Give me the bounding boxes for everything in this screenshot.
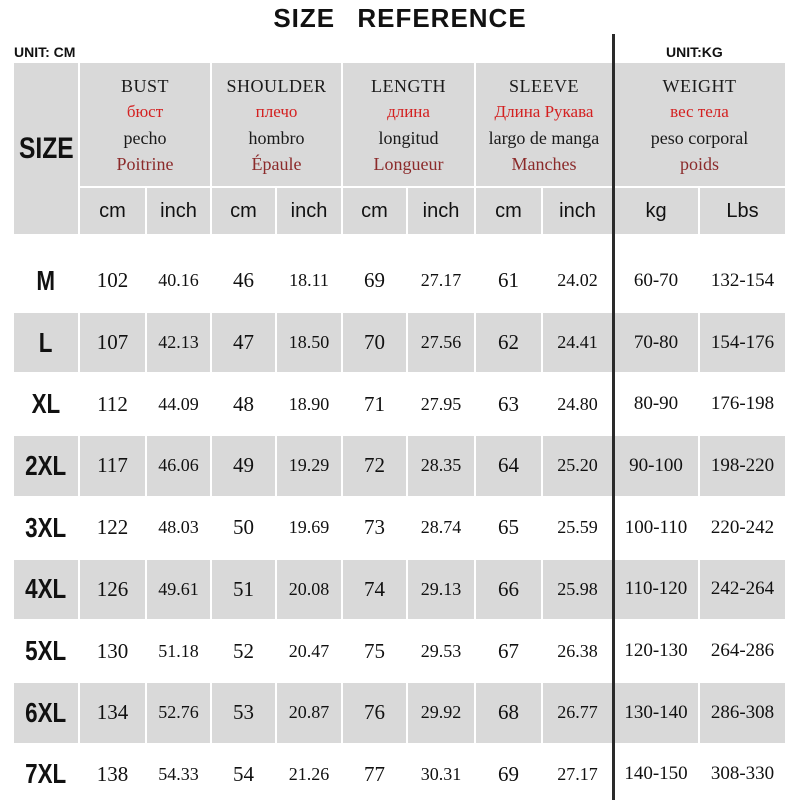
value-text: 77 bbox=[364, 761, 385, 786]
value-text: 18.50 bbox=[288, 332, 330, 353]
value-text: 90-100 bbox=[629, 454, 683, 476]
value-cell bbox=[614, 745, 698, 804]
header-ru-label: плечо bbox=[255, 101, 298, 121]
value-text: 27.17 bbox=[420, 270, 462, 291]
value-cell bbox=[343, 560, 406, 620]
header-length bbox=[343, 63, 474, 186]
value-text: 27.95 bbox=[420, 393, 462, 414]
value-cell bbox=[277, 745, 341, 804]
header-ru-label: вес тела bbox=[670, 101, 729, 121]
value-text: 242-264 bbox=[710, 578, 775, 600]
value-cell bbox=[700, 436, 785, 496]
unit-label: cm bbox=[99, 199, 126, 222]
value-cell bbox=[408, 683, 474, 743]
value-cell bbox=[476, 498, 541, 558]
value-text: 70 bbox=[364, 330, 385, 355]
size-cell bbox=[14, 313, 78, 373]
header-en-label: SLEEVE bbox=[509, 75, 579, 96]
value-cell bbox=[147, 251, 210, 311]
value-cell bbox=[80, 498, 145, 558]
value-cell bbox=[543, 374, 612, 434]
unit-label-right: UNIT:KG bbox=[666, 44, 723, 60]
value-text: 25.20 bbox=[557, 455, 598, 476]
value-cell bbox=[147, 621, 210, 681]
value-text: 308-330 bbox=[710, 763, 775, 785]
value-text: 29.13 bbox=[420, 578, 462, 599]
value-cell bbox=[543, 745, 612, 804]
size-label: XL bbox=[31, 388, 61, 420]
value-cell bbox=[277, 683, 341, 743]
unit-label: inch bbox=[422, 199, 460, 222]
value-cell bbox=[408, 374, 474, 434]
unit-header-2 bbox=[212, 188, 275, 234]
value-cell bbox=[343, 436, 406, 496]
value-cell bbox=[476, 560, 541, 620]
size-label: M bbox=[36, 264, 56, 296]
unit-label: kg bbox=[645, 199, 667, 222]
value-text: 49.61 bbox=[158, 578, 199, 599]
header-es-label: longitud bbox=[378, 127, 439, 148]
header-en-label: SHOULDER bbox=[226, 75, 327, 96]
value-cell bbox=[80, 251, 145, 311]
value-text: 64 bbox=[498, 453, 519, 478]
value-text: 132-154 bbox=[710, 269, 775, 291]
value-text: 74 bbox=[364, 576, 385, 601]
header-es-label: peso corporal bbox=[650, 127, 749, 148]
value-text: 26.38 bbox=[557, 640, 598, 661]
value-text: 42.13 bbox=[158, 332, 199, 353]
value-text: 71 bbox=[364, 391, 385, 416]
value-cell bbox=[343, 374, 406, 434]
header-es-label: hombro bbox=[248, 127, 305, 148]
unit-label: inch bbox=[290, 199, 328, 222]
value-text: 50 bbox=[233, 515, 254, 540]
value-text: 73 bbox=[364, 515, 385, 540]
header-ru-label: бюст bbox=[126, 101, 164, 121]
size-cell bbox=[14, 251, 78, 311]
unit-label: cm bbox=[361, 199, 388, 222]
value-text: 130-140 bbox=[624, 701, 688, 723]
value-text: 286-308 bbox=[710, 701, 775, 723]
value-text: 69 bbox=[364, 268, 385, 293]
value-text: 49 bbox=[233, 453, 254, 478]
value-cell bbox=[212, 683, 275, 743]
value-cell bbox=[614, 313, 698, 373]
unit-label: inch bbox=[559, 199, 596, 222]
value-cell bbox=[614, 498, 698, 558]
value-text: 46 bbox=[233, 268, 254, 293]
value-text: 28.35 bbox=[420, 455, 462, 476]
value-text: 76 bbox=[364, 700, 385, 725]
value-text: 24.80 bbox=[557, 393, 598, 414]
value-text: 29.92 bbox=[420, 702, 462, 723]
unit-header-0 bbox=[80, 188, 145, 234]
value-text: 20.08 bbox=[288, 578, 330, 599]
value-text: 154-176 bbox=[710, 331, 775, 353]
header-fr-label: poids bbox=[679, 153, 719, 174]
value-text: 138 bbox=[96, 761, 129, 786]
value-cell bbox=[700, 621, 785, 681]
value-text: 19.29 bbox=[288, 455, 330, 476]
value-text: 24.02 bbox=[557, 270, 598, 291]
unit-header-3 bbox=[277, 188, 341, 234]
value-text: 26.77 bbox=[557, 702, 598, 723]
size-cell bbox=[14, 498, 78, 558]
value-text: 66 bbox=[498, 576, 519, 601]
value-text: 80-90 bbox=[633, 393, 679, 415]
value-cell bbox=[343, 745, 406, 804]
value-cell bbox=[80, 560, 145, 620]
value-cell bbox=[543, 251, 612, 311]
value-text: 47 bbox=[233, 330, 254, 355]
value-text: 20.87 bbox=[288, 702, 330, 723]
value-cell bbox=[700, 313, 785, 373]
value-cell bbox=[476, 251, 541, 311]
value-cell bbox=[277, 374, 341, 434]
size-cell bbox=[14, 621, 78, 681]
value-cell bbox=[614, 436, 698, 496]
value-text: 122 bbox=[96, 515, 129, 540]
size-cell bbox=[14, 745, 78, 804]
value-text: 46.06 bbox=[158, 455, 199, 476]
unit-label: inch bbox=[160, 199, 197, 222]
value-text: 130 bbox=[96, 638, 129, 663]
value-text: 28.74 bbox=[420, 517, 462, 538]
value-cell bbox=[147, 560, 210, 620]
value-text: 220-242 bbox=[710, 516, 775, 538]
value-text: 53 bbox=[233, 700, 254, 725]
value-text: 27.56 bbox=[420, 332, 462, 353]
value-text: 54.33 bbox=[158, 763, 199, 784]
value-cell bbox=[408, 745, 474, 804]
size-cell bbox=[14, 683, 78, 743]
header-en-label: BUST bbox=[120, 75, 169, 96]
value-cell bbox=[408, 621, 474, 681]
value-text: 102 bbox=[96, 268, 129, 293]
header-weight bbox=[614, 63, 785, 186]
size-cell bbox=[14, 436, 78, 496]
value-text: 140-150 bbox=[624, 763, 688, 785]
value-text: 25.59 bbox=[557, 517, 598, 538]
value-text: 60-70 bbox=[633, 269, 679, 291]
value-text: 198-220 bbox=[710, 454, 775, 476]
value-cell bbox=[614, 621, 698, 681]
value-cell bbox=[476, 436, 541, 496]
header-fr-label: Épaule bbox=[251, 153, 302, 174]
header-shoulder bbox=[212, 63, 341, 186]
unit-label: cm bbox=[495, 199, 522, 222]
value-cell bbox=[543, 683, 612, 743]
value-cell bbox=[80, 436, 145, 496]
value-cell bbox=[408, 436, 474, 496]
value-cell bbox=[343, 683, 406, 743]
value-cell bbox=[147, 745, 210, 804]
page-title: SIZE REFERENCE bbox=[273, 3, 527, 33]
header-ru-label: длина bbox=[387, 101, 430, 121]
value-cell bbox=[277, 621, 341, 681]
size-cell bbox=[14, 560, 78, 620]
value-text: 20.47 bbox=[288, 640, 330, 661]
value-text: 126 bbox=[96, 576, 129, 601]
value-text: 70-80 bbox=[633, 331, 679, 353]
value-text: 27.17 bbox=[557, 763, 598, 784]
unit-header-9 bbox=[700, 188, 785, 234]
value-text: 68 bbox=[498, 700, 519, 725]
value-cell bbox=[476, 621, 541, 681]
value-cell bbox=[543, 498, 612, 558]
value-text: 40.16 bbox=[158, 270, 199, 291]
value-text: 120-130 bbox=[624, 640, 688, 662]
value-cell bbox=[408, 251, 474, 311]
size-cell bbox=[14, 374, 78, 434]
value-text: 100-110 bbox=[624, 516, 688, 538]
header-sleeve bbox=[476, 63, 612, 186]
value-cell bbox=[343, 621, 406, 681]
value-cell bbox=[212, 498, 275, 558]
value-cell bbox=[476, 313, 541, 373]
value-text: 51 bbox=[233, 576, 254, 601]
value-text: 69 bbox=[498, 761, 519, 786]
value-text: 54 bbox=[233, 761, 254, 786]
header-fr-label: Manches bbox=[511, 153, 577, 174]
value-text: 117 bbox=[97, 453, 128, 478]
value-text: 24.41 bbox=[557, 332, 598, 353]
value-cell bbox=[408, 313, 474, 373]
value-cell bbox=[277, 498, 341, 558]
value-cell bbox=[277, 436, 341, 496]
value-text: 75 bbox=[364, 638, 385, 663]
size-label: 7XL bbox=[25, 758, 67, 790]
value-text: 62 bbox=[498, 330, 519, 355]
value-cell bbox=[147, 313, 210, 373]
value-cell bbox=[408, 498, 474, 558]
value-text: 134 bbox=[96, 700, 129, 725]
size-label: L bbox=[39, 326, 53, 358]
value-cell bbox=[700, 251, 785, 311]
size-label: 2XL bbox=[25, 449, 67, 481]
value-text: 25.98 bbox=[557, 578, 598, 599]
value-cell bbox=[543, 621, 612, 681]
value-text: 51.18 bbox=[158, 640, 199, 661]
value-cell bbox=[147, 498, 210, 558]
value-text: 264-286 bbox=[710, 640, 775, 662]
value-cell bbox=[343, 251, 406, 311]
value-text: 19.69 bbox=[288, 517, 330, 538]
value-text: 63 bbox=[498, 391, 519, 416]
value-cell bbox=[212, 621, 275, 681]
size-label: 5XL bbox=[25, 635, 67, 667]
value-text: 52 bbox=[233, 638, 254, 663]
header-es-label: largo de manga bbox=[488, 127, 600, 148]
value-cell bbox=[80, 683, 145, 743]
value-cell bbox=[543, 313, 612, 373]
header-en-label: LENGTH bbox=[371, 75, 446, 96]
value-cell bbox=[700, 745, 785, 804]
value-cell bbox=[614, 560, 698, 620]
value-text: 29.53 bbox=[420, 640, 462, 661]
value-cell bbox=[212, 436, 275, 496]
value-text: 44.09 bbox=[158, 393, 199, 414]
value-text: 18.90 bbox=[288, 393, 330, 414]
table-divider bbox=[612, 34, 615, 800]
value-text: 18.11 bbox=[289, 270, 329, 291]
value-cell bbox=[80, 313, 145, 373]
value-cell bbox=[147, 683, 210, 743]
header-ru-label: Длина Рукава bbox=[494, 101, 594, 121]
size-label: 4XL bbox=[25, 573, 67, 605]
value-text: 176-198 bbox=[710, 393, 775, 415]
header-fr-label: Longueur bbox=[373, 153, 444, 174]
value-text: 65 bbox=[498, 515, 519, 540]
value-cell bbox=[277, 251, 341, 311]
header-es-label: pecho bbox=[123, 127, 167, 148]
value-cell bbox=[147, 436, 210, 496]
size-header-label: SIZE bbox=[18, 131, 74, 165]
value-cell bbox=[700, 498, 785, 558]
value-cell bbox=[212, 251, 275, 311]
value-cell bbox=[543, 436, 612, 496]
unit-header-1 bbox=[147, 188, 210, 234]
unit-header-7 bbox=[543, 188, 612, 234]
unit-header-4 bbox=[343, 188, 406, 234]
value-text: 21.26 bbox=[288, 763, 330, 784]
value-cell bbox=[408, 560, 474, 620]
value-text: 52.76 bbox=[158, 702, 199, 723]
value-cell bbox=[700, 683, 785, 743]
value-cell bbox=[700, 374, 785, 434]
header-en-label: WEIGHT bbox=[662, 75, 737, 96]
value-cell bbox=[614, 374, 698, 434]
unit-label: Lbs bbox=[726, 199, 759, 222]
value-text: 67 bbox=[498, 638, 519, 663]
value-cell bbox=[212, 313, 275, 373]
value-cell bbox=[212, 745, 275, 804]
value-cell bbox=[614, 683, 698, 743]
value-cell bbox=[277, 560, 341, 620]
value-cell bbox=[80, 374, 145, 434]
value-cell bbox=[277, 313, 341, 373]
unit-header-5 bbox=[408, 188, 474, 234]
header-bust bbox=[80, 63, 210, 186]
value-text: 72 bbox=[364, 453, 385, 478]
value-cell bbox=[476, 683, 541, 743]
value-cell bbox=[543, 560, 612, 620]
size-header-cell bbox=[14, 63, 78, 234]
value-text: 61 bbox=[498, 268, 519, 293]
header-fr-label: Poitrine bbox=[116, 153, 174, 174]
size-label: 3XL bbox=[25, 511, 67, 543]
value-text: 112 bbox=[97, 391, 128, 416]
value-text: 110-120 bbox=[624, 578, 688, 600]
value-cell bbox=[476, 374, 541, 434]
value-cell bbox=[147, 374, 210, 434]
value-text: 48 bbox=[233, 391, 254, 416]
value-cell bbox=[700, 560, 785, 620]
value-cell bbox=[476, 745, 541, 804]
value-cell bbox=[80, 745, 145, 804]
value-cell bbox=[343, 498, 406, 558]
value-cell bbox=[80, 621, 145, 681]
value-cell bbox=[212, 374, 275, 434]
value-text: 48.03 bbox=[158, 517, 199, 538]
value-text: 30.31 bbox=[420, 763, 462, 784]
unit-label-left: UNIT: CM bbox=[14, 44, 76, 60]
unit-label: cm bbox=[230, 199, 257, 222]
unit-header-6 bbox=[476, 188, 541, 234]
unit-header-8 bbox=[614, 188, 698, 234]
value-cell bbox=[212, 560, 275, 620]
size-label: 6XL bbox=[25, 696, 67, 728]
value-cell bbox=[614, 251, 698, 311]
value-text: 107 bbox=[96, 330, 129, 355]
value-cell bbox=[343, 313, 406, 373]
